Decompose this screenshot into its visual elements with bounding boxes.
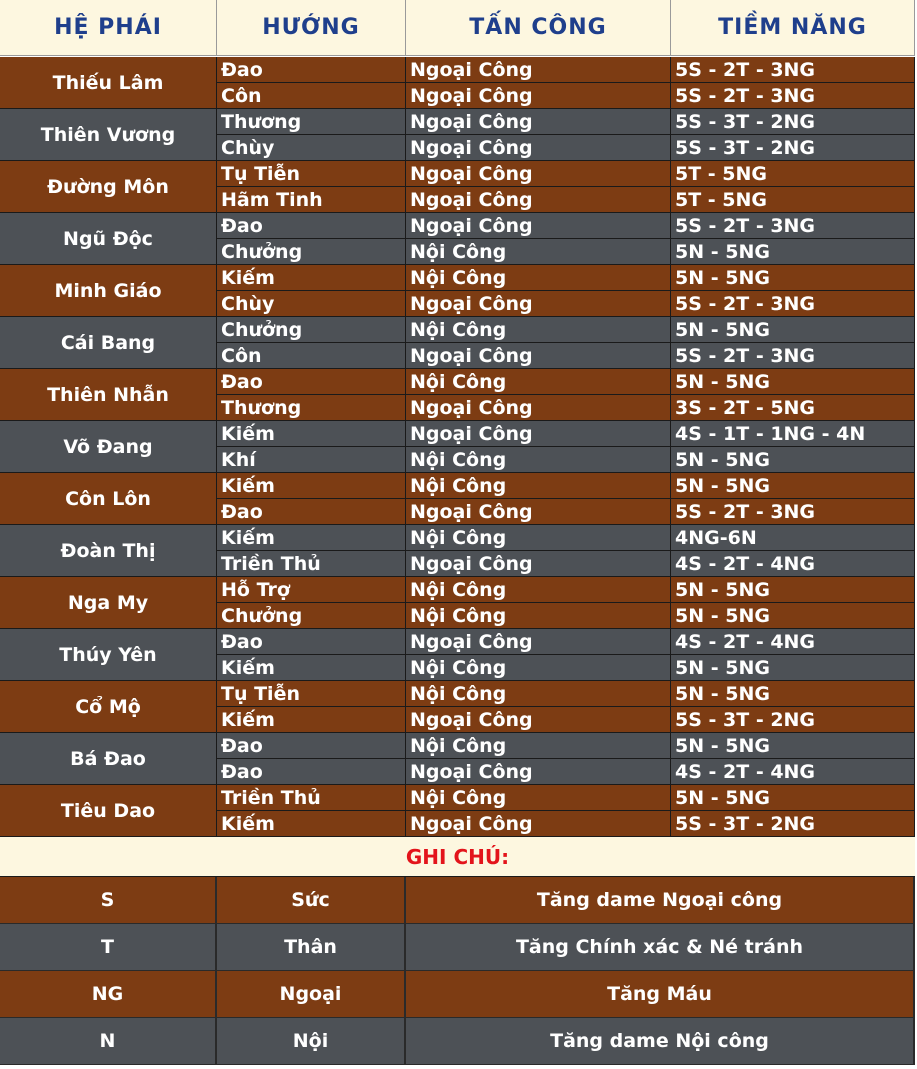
huong-cell: Đao [217, 629, 406, 655]
tiem-nang-cell: 5S - 3T - 2NG [671, 135, 915, 161]
huong-cell: Tụ Tiễn [217, 161, 406, 187]
tiem-nang-cell: 5N - 5NG [671, 733, 915, 759]
huong-cell: Chưởng [217, 603, 406, 629]
tan-cong-cell: Nội Công [406, 239, 671, 265]
tiem-nang-cell: 5N - 5NG [671, 655, 915, 681]
tiem-nang-cell: 5S - 3T - 2NG [671, 109, 915, 135]
huong-cell: Triền Thủ [217, 785, 406, 811]
huong-cell: Kiếm [217, 707, 406, 733]
huong-cell: Chưởng [217, 239, 406, 265]
tiem-nang-cell: 5N - 5NG [671, 447, 915, 473]
tiem-nang-cell: 5S - 2T - 3NG [671, 83, 915, 109]
tan-cong-cell: Nội Công [406, 265, 671, 291]
tiem-nang-cell: 5S - 2T - 3NG [671, 343, 915, 369]
huong-cell: Kiếm [217, 473, 406, 499]
tan-cong-cell: Ngoại Công [406, 551, 671, 577]
tiem-nang-cell: 5S - 3T - 2NG [671, 707, 915, 733]
note-stat-cell: Nội [217, 1018, 406, 1065]
tan-cong-cell: Nội Công [406, 733, 671, 759]
note-stat-cell: Ngoại [217, 971, 406, 1018]
sect-name-cell: Nga My [0, 577, 217, 629]
huong-cell: Thương [217, 109, 406, 135]
sect-name-cell: Thiếu Lâm [0, 57, 217, 109]
tiem-nang-cell: 5S - 2T - 3NG [671, 499, 915, 525]
tan-cong-cell: Ngoại Công [406, 707, 671, 733]
tiem-nang-cell: 5N - 5NG [671, 603, 915, 629]
tan-cong-cell: Nội Công [406, 681, 671, 707]
tan-cong-cell: Ngoại Công [406, 343, 671, 369]
tan-cong-cell: Ngoại Công [406, 109, 671, 135]
tan-cong-cell: Ngoại Công [406, 187, 671, 213]
tan-cong-cell: Ngoại Công [406, 421, 671, 447]
sect-name-cell: Thiên Vương [0, 109, 217, 161]
tiem-nang-cell: 3S - 2T - 5NG [671, 395, 915, 421]
note-stat-cell: Sức [217, 877, 406, 924]
sect-name-cell: Võ Đang [0, 421, 217, 473]
note-abbr-cell: S [0, 877, 217, 924]
tan-cong-cell: Nội Công [406, 785, 671, 811]
tiem-nang-cell: 5S - 2T - 3NG [671, 291, 915, 317]
tiem-nang-cell: 5S - 2T - 3NG [671, 57, 915, 83]
sect-name-cell: Bá Đao [0, 733, 217, 785]
tan-cong-cell: Ngoại Công [406, 135, 671, 161]
tiem-nang-cell: 5N - 5NG [671, 369, 915, 395]
note-effect-cell: Tăng dame Nội công [406, 1018, 915, 1065]
sect-name-cell: Cổ Mộ [0, 681, 217, 733]
note-effect-cell: Tăng Chính xác & Né tránh [406, 924, 915, 971]
huong-cell: Thương [217, 395, 406, 421]
tiem-nang-cell: 5N - 5NG [671, 317, 915, 343]
sect-name-cell: Ngũ Độc [0, 213, 217, 265]
tan-cong-cell: Nội Công [406, 447, 671, 473]
header-huong: HƯỚNG [217, 0, 406, 56]
tiem-nang-cell: 5N - 5NG [671, 265, 915, 291]
tiem-nang-cell: 5N - 5NG [671, 681, 915, 707]
huong-cell: Đao [217, 57, 406, 83]
note-abbr-cell: NG [0, 971, 217, 1018]
huong-cell: Đao [217, 213, 406, 239]
huong-cell: Hỗ Trợ [217, 577, 406, 603]
huong-cell: Tụ Tiễn [217, 681, 406, 707]
tiem-nang-cell: 5N - 5NG [671, 239, 915, 265]
tan-cong-cell: Ngoại Công [406, 395, 671, 421]
sect-name-cell: Minh Giáo [0, 265, 217, 317]
huong-cell: Đao [217, 733, 406, 759]
tan-cong-cell: Ngoại Công [406, 57, 671, 83]
huong-cell: Chùy [217, 291, 406, 317]
tan-cong-cell: Nội Công [406, 603, 671, 629]
header-he-phai: HỆ PHÁI [0, 0, 217, 56]
huong-cell: Đao [217, 499, 406, 525]
tan-cong-cell: Ngoại Công [406, 499, 671, 525]
note-abbr-cell: N [0, 1018, 217, 1065]
sect-name-cell: Thúy Yên [0, 629, 217, 681]
tiem-nang-cell: 5S - 2T - 3NG [671, 213, 915, 239]
sect-name-cell: Tiêu Dao [0, 785, 217, 837]
huong-cell: Khí [217, 447, 406, 473]
tan-cong-cell: Nội Công [406, 369, 671, 395]
tiem-nang-cell: 4S - 2T - 4NG [671, 551, 915, 577]
sect-name-cell: Đường Môn [0, 161, 217, 213]
tan-cong-cell: Ngoại Công [406, 759, 671, 785]
tiem-nang-cell: 5N - 5NG [671, 577, 915, 603]
huong-cell: Kiếm [217, 265, 406, 291]
tiem-nang-cell: 5N - 5NG [671, 785, 915, 811]
huong-cell: Côn [217, 83, 406, 109]
tan-cong-cell: Ngoại Công [406, 811, 671, 837]
note-stat-cell: Thân [217, 924, 406, 971]
tan-cong-cell: Ngoại Công [406, 291, 671, 317]
tiem-nang-cell: 5T - 5NG [671, 187, 915, 213]
tiem-nang-cell: 5T - 5NG [671, 161, 915, 187]
tan-cong-cell: Nội Công [406, 577, 671, 603]
tan-cong-cell: Nội Công [406, 655, 671, 681]
header-tiem-nang: TIỀM NĂNG [671, 0, 915, 56]
note-effect-cell: Tăng Máu [406, 971, 915, 1018]
tan-cong-cell: Ngoại Công [406, 213, 671, 239]
huong-cell: Kiếm [217, 525, 406, 551]
sect-name-cell: Đoàn Thị [0, 525, 217, 577]
tan-cong-cell: Nội Công [406, 317, 671, 343]
huong-cell: Đao [217, 759, 406, 785]
huong-cell: Đao [217, 369, 406, 395]
tan-cong-cell: Ngoại Công [406, 161, 671, 187]
huong-cell: Triền Thủ [217, 551, 406, 577]
tiem-nang-cell: 4S - 1T - 1NG - 4N [671, 421, 915, 447]
huong-cell: Kiếm [217, 655, 406, 681]
tan-cong-cell: Ngoại Công [406, 83, 671, 109]
tan-cong-cell: Ngoại Công [406, 629, 671, 655]
huong-cell: Kiếm [217, 811, 406, 837]
tiem-nang-cell: 4NG-6N [671, 525, 915, 551]
sect-name-cell: Côn Lôn [0, 473, 217, 525]
notes-title: GHI CHÚ: [0, 837, 915, 877]
tiem-nang-cell: 5S - 3T - 2NG [671, 811, 915, 837]
huong-cell: Hãm Tinh [217, 187, 406, 213]
huong-cell: Chùy [217, 135, 406, 161]
tiem-nang-cell: 4S - 2T - 4NG [671, 629, 915, 655]
tan-cong-cell: Nội Công [406, 525, 671, 551]
huong-cell: Côn [217, 343, 406, 369]
header-tan-cong: TẤN CÔNG [406, 0, 671, 56]
sect-name-cell: Cái Bang [0, 317, 217, 369]
tan-cong-cell: Nội Công [406, 473, 671, 499]
huong-cell: Chưởng [217, 317, 406, 343]
note-effect-cell: Tăng dame Ngoại công [406, 877, 915, 924]
tiem-nang-cell: 5N - 5NG [671, 473, 915, 499]
huong-cell: Kiếm [217, 421, 406, 447]
note-abbr-cell: T [0, 924, 217, 971]
tiem-nang-cell: 4S - 2T - 4NG [671, 759, 915, 785]
sect-name-cell: Thiên Nhẫn [0, 369, 217, 421]
